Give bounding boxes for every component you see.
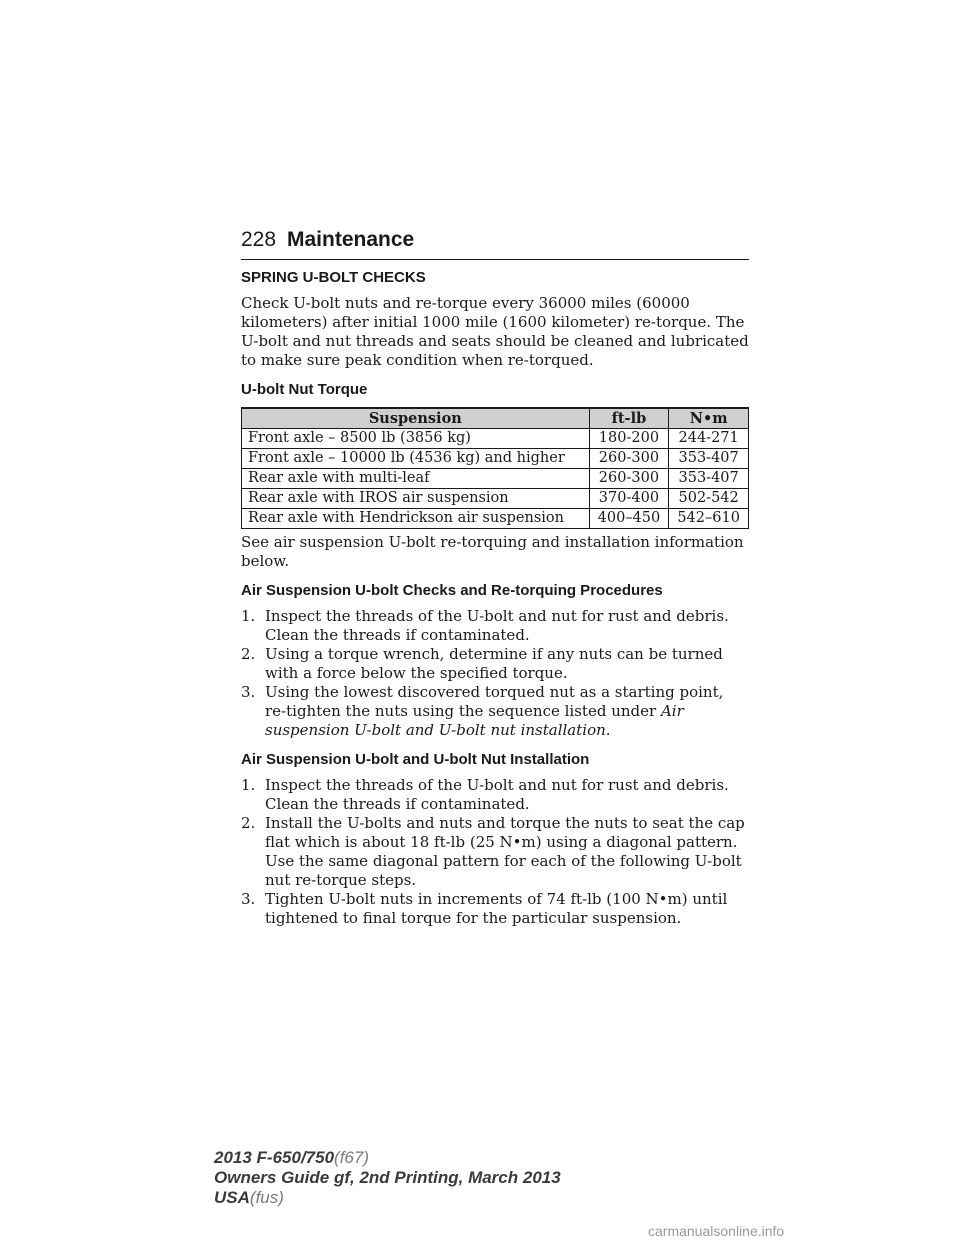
cell-nm: 542–610 [669, 509, 749, 529]
list-item: 1. Inspect the threads of the U-bolt and nut for rust and debris. Clean the threads if contaminated. [241, 776, 729, 813]
footer-printing: Owners Guide gf, 2nd Printing, March 2013 [214, 1168, 561, 1187]
cell-nm: 353-407 [669, 469, 749, 489]
cell-suspension: Rear axle with multi-leaf [242, 469, 590, 489]
table-row [242, 469, 749, 489]
section-title: Maintenance [287, 228, 415, 251]
cell-nm: 353-407 [669, 449, 749, 469]
table-row [242, 509, 749, 529]
installation-heading: Air Suspension U-bolt and U-bolt Nut Installation [241, 751, 590, 768]
col-nm: N•m [669, 408, 749, 429]
col-ft-lb: ft-lb [589, 408, 669, 429]
cell-suspension: Rear axle with Hendrickson air suspension [242, 509, 590, 529]
cell-ft-lb: 370-400 [589, 489, 669, 509]
footer-model: 2013 F-650/750 [214, 1148, 335, 1167]
cross-reference: Air suspension U-bolt and U-bolt nut installation [265, 702, 684, 739]
cell-suspension: Front axle – 10000 lb (4536 kg) and higher [242, 449, 590, 469]
table-note: See air suspension U-bolt re-torquing and installation information below. [241, 533, 744, 570]
cell-ft-lb: 400–450 [589, 509, 669, 529]
cell-ft-lb: 260-300 [589, 469, 669, 489]
watermark: carmanualsonline.info [648, 1223, 785, 1239]
table-row [242, 449, 749, 469]
footer-market: USA [214, 1188, 250, 1207]
retorque-steps [241, 607, 749, 740]
header-rule [241, 259, 749, 260]
torque-table-heading: U-bolt Nut Torque [241, 381, 368, 398]
table-row [242, 429, 749, 449]
cell-nm: 502-542 [669, 489, 749, 509]
footer-market-code: (fus) [249, 1188, 284, 1207]
footer-model-code: (f67) [334, 1148, 370, 1167]
list-item: 1. Inspect the threads of the U-bolt and nut for rust and debris. Clean the threads if contaminated. [241, 607, 729, 644]
print-footer [214, 1148, 561, 1208]
spring-checks-body: Check U-bolt nuts and re-torque every 36000 miles (60000 kilometers) after initial 1000 mile (1600 kilometer) re-torque. The U-bolt and nut threads and seats should be cleaned and lubricated to make sure peak condition when re-torqued. [241, 294, 749, 369]
list-item: 2. Install the U-bolts and nuts and torque the nuts to seat the cap flat which is about 18 ft-lb (25 N•m) using a diagonal pattern. Use the same diagonal pattern for each of the following U-bolt nut re-torque steps. [241, 814, 745, 889]
cell-ft-lb: 180-200 [589, 429, 669, 449]
spring-checks-heading: SPRING U-BOLT CHECKS [241, 269, 426, 286]
page-header [241, 226, 749, 260]
table-row [242, 489, 749, 509]
page-content [241, 268, 749, 928]
page-number: 228 [241, 228, 277, 251]
cell-nm: 244-271 [669, 429, 749, 449]
cell-suspension: Rear axle with IROS air suspension [242, 489, 590, 509]
col-suspension: Suspension [242, 408, 590, 429]
retorque-heading: Air Suspension U-bolt Checks and Re-torquing Procedures [241, 582, 663, 599]
list-item: 2. Using a torque wrench, determine if any nuts can be turned with a force below the specified torque. [241, 645, 723, 682]
installation-steps [241, 776, 749, 928]
list-item: 3. Tighten U-bolt nuts in increments of 74 ft-lb (100 N•m) until tightened to final torque for the particular suspension. [241, 890, 728, 927]
list-item: 3. Using the lowest discovered torqued nut as a starting point, re-tighten the nuts using the sequence listed under Air suspension U-bolt and U-bolt nut installation. [241, 683, 724, 739]
torque-table [241, 407, 749, 529]
cell-ft-lb: 260-300 [589, 449, 669, 469]
cell-suspension: Front axle – 8500 lb (3856 kg) [242, 429, 590, 449]
